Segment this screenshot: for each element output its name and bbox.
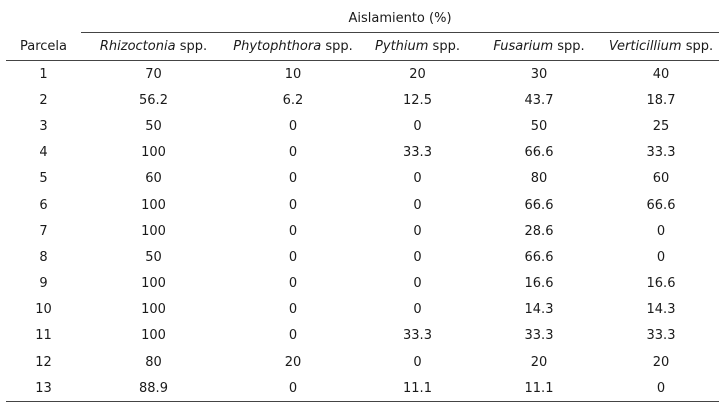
verticillium-cell: 33.3 bbox=[646, 328, 676, 344]
pythium-cell: 0 bbox=[413, 276, 422, 292]
parcela-cell: 5 bbox=[39, 171, 48, 187]
column-header-phytophthora bbox=[226, 33, 360, 61]
column-header-verticillium bbox=[603, 33, 719, 61]
verticillium-cell: 66.6 bbox=[646, 197, 676, 213]
rhizoctonia-cell: 70 bbox=[145, 66, 162, 82]
rhizoctonia-cell: 60 bbox=[145, 171, 162, 187]
species-suffix: spp. bbox=[428, 39, 460, 54]
rhizoctonia-cell: 100 bbox=[141, 145, 166, 161]
rhizoctonia-cell: 50 bbox=[145, 118, 162, 134]
verticillium-cell: 60 bbox=[652, 171, 670, 187]
fusarium-cell: 14.3 bbox=[524, 302, 554, 318]
genus-name: Verticillium bbox=[608, 39, 682, 54]
verticillium-cell: 0 bbox=[603, 375, 719, 402]
rhizoctonia-cell: 100 bbox=[141, 328, 166, 344]
phytophthora-cell: 0 bbox=[288, 197, 298, 213]
fusarium-cell: 66.6 bbox=[524, 145, 554, 161]
table-column-header-row bbox=[6, 33, 719, 61]
parcela-cell: 9 bbox=[39, 276, 48, 292]
verticillium-cell: 18.7 bbox=[646, 92, 676, 108]
column-header-rhizoctonia bbox=[81, 33, 226, 61]
pythium-cell: 20 bbox=[409, 66, 426, 82]
parcela-cell: 2 bbox=[39, 92, 48, 108]
column-header-pythium bbox=[360, 33, 475, 61]
table-group-header-row bbox=[6, 4, 719, 33]
fusarium-cell: 30 bbox=[530, 66, 548, 82]
table-corner-cell bbox=[6, 4, 81, 33]
genus-name: Fusarium bbox=[493, 39, 554, 54]
rhizoctonia-cell: 100 bbox=[141, 276, 166, 292]
fusarium-cell: 11.1 bbox=[475, 375, 603, 402]
phytophthora-cell: 0 bbox=[288, 118, 298, 134]
fusarium-cell: 43.7 bbox=[524, 92, 554, 108]
isolation-table bbox=[6, 4, 719, 402]
parcela-cell: 4 bbox=[39, 145, 48, 161]
fusarium-cell: 16.6 bbox=[524, 276, 554, 292]
rhizoctonia-cell: 100 bbox=[141, 302, 166, 318]
verticillium-cell: 40 bbox=[652, 66, 670, 82]
rhizoctonia-cell: 50 bbox=[145, 249, 162, 265]
table-row bbox=[6, 166, 719, 192]
species-suffix: spp. bbox=[175, 39, 208, 54]
pythium-cell: 0 bbox=[413, 249, 422, 265]
table-row bbox=[6, 244, 719, 270]
fusarium-cell: 66.6 bbox=[524, 197, 554, 213]
genus-name: Phytophthora bbox=[233, 39, 322, 54]
species-suffix: spp. bbox=[681, 39, 714, 54]
fusarium-cell: 80 bbox=[530, 171, 548, 187]
verticillium-cell: 20 bbox=[652, 354, 670, 370]
verticillium-cell: 14.3 bbox=[646, 302, 676, 318]
parcela-cell: 13 bbox=[6, 375, 81, 402]
verticillium-cell: 0 bbox=[656, 223, 666, 239]
table-row bbox=[6, 323, 719, 349]
table-row bbox=[6, 113, 719, 139]
phytophthora-cell: 0 bbox=[288, 328, 298, 344]
parcela-cell: 1 bbox=[39, 66, 48, 82]
genus-name: Rhizoctonia bbox=[99, 39, 176, 54]
parcela-cell: 7 bbox=[39, 223, 48, 239]
table-row bbox=[6, 218, 719, 244]
phytophthora-cell: 0 bbox=[288, 145, 298, 161]
table-row bbox=[6, 61, 719, 88]
phytophthora-cell: 0 bbox=[226, 375, 360, 402]
fusarium-cell: 28.6 bbox=[524, 223, 554, 239]
pythium-cell: 33.3 bbox=[403, 328, 432, 344]
table-row bbox=[6, 87, 719, 113]
pythium-cell: 0 bbox=[413, 118, 422, 134]
pythium-cell: 12.5 bbox=[403, 92, 432, 108]
table-row bbox=[6, 297, 719, 323]
pythium-cell: 33.3 bbox=[403, 145, 432, 161]
phytophthora-cell: 6.2 bbox=[282, 92, 304, 108]
verticillium-cell: 16.6 bbox=[646, 276, 676, 292]
genus-name: Pythium bbox=[375, 39, 429, 54]
table-row bbox=[6, 140, 719, 166]
phytophthora-cell: 10 bbox=[284, 66, 302, 82]
phytophthora-cell: 0 bbox=[288, 276, 298, 292]
rhizoctonia-cell: 100 bbox=[141, 223, 166, 239]
table-row bbox=[6, 375, 719, 402]
phytophthora-cell: 20 bbox=[284, 354, 302, 370]
phytophthora-cell: 0 bbox=[288, 302, 298, 318]
parcela-cell: 3 bbox=[39, 118, 48, 134]
pythium-cell: 0 bbox=[413, 171, 422, 187]
rhizoctonia-cell: 100 bbox=[141, 197, 166, 213]
table-row bbox=[6, 192, 719, 218]
pythium-cell: 0 bbox=[413, 302, 422, 318]
fusarium-cell: 20 bbox=[530, 354, 548, 370]
phytophthora-cell: 0 bbox=[288, 249, 298, 265]
fusarium-cell: 50 bbox=[530, 118, 548, 134]
species-suffix: spp. bbox=[553, 39, 585, 54]
parcela-cell: 12 bbox=[35, 354, 52, 370]
aislamiento-group-header: Aislamiento (%) bbox=[81, 4, 719, 33]
rhizoctonia-cell: 80 bbox=[145, 354, 162, 370]
fusarium-cell: 33.3 bbox=[524, 328, 554, 344]
verticillium-cell: 33.3 bbox=[646, 145, 676, 161]
parcela-cell: 10 bbox=[35, 302, 52, 318]
column-header-fusarium bbox=[475, 33, 603, 61]
phytophthora-cell: 0 bbox=[288, 223, 298, 239]
table-body bbox=[6, 61, 719, 402]
pythium-cell: 0 bbox=[413, 223, 422, 239]
pythium-cell: 11.1 bbox=[360, 375, 475, 402]
rhizoctonia-cell: 56.2 bbox=[139, 92, 168, 108]
parcela-cell: 11 bbox=[35, 328, 52, 344]
pythium-cell: 0 bbox=[413, 354, 422, 370]
table-row bbox=[6, 349, 719, 375]
rhizoctonia-cell: 88.9 bbox=[81, 375, 226, 402]
verticillium-cell: 0 bbox=[656, 249, 666, 265]
table-row bbox=[6, 271, 719, 297]
parcela-cell: 8 bbox=[39, 249, 48, 265]
species-suffix: spp. bbox=[321, 39, 353, 54]
parcela-column-header: Parcela bbox=[6, 33, 81, 61]
parcela-cell: 6 bbox=[39, 197, 48, 213]
pythium-cell: 0 bbox=[413, 197, 422, 213]
fusarium-cell: 66.6 bbox=[524, 249, 554, 265]
verticillium-cell: 25 bbox=[652, 118, 670, 134]
phytophthora-cell: 0 bbox=[288, 171, 298, 187]
